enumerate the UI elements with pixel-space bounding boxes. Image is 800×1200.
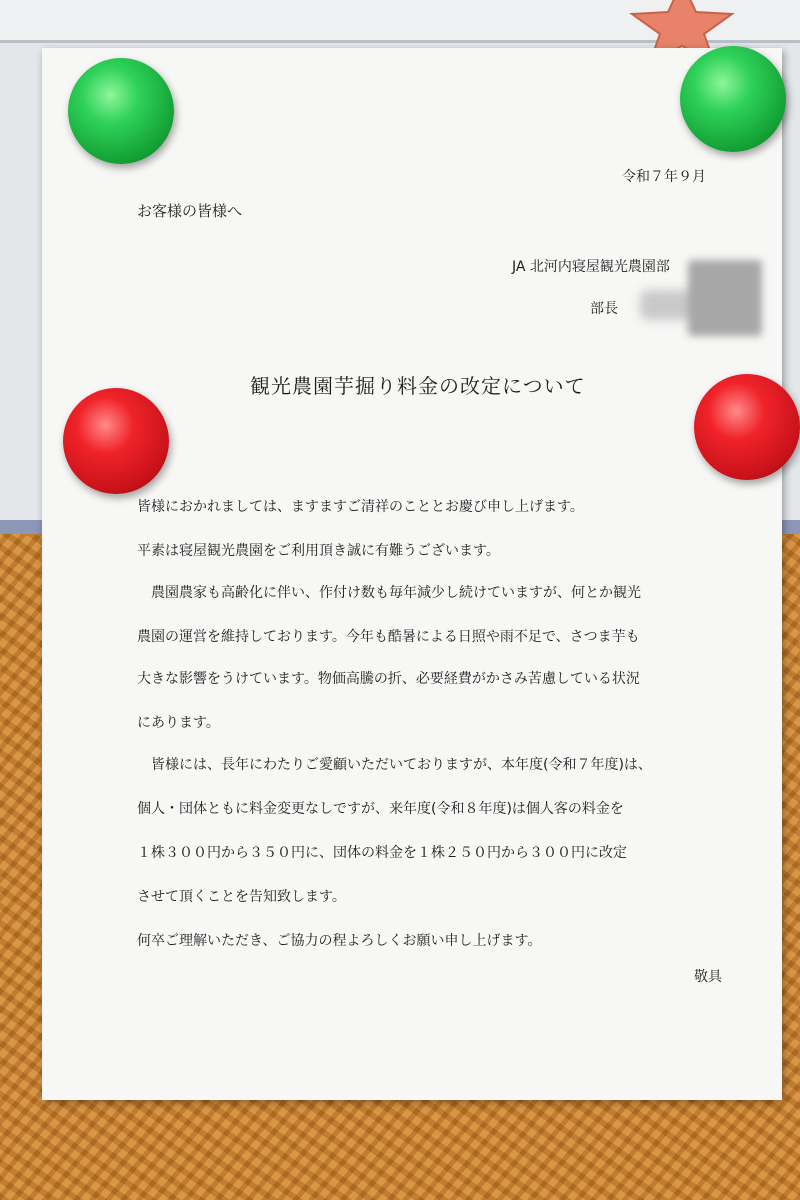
green-magnet: [68, 58, 174, 164]
body-line: 皆様には、長年にわたりご愛顧いただいておりますが、本年度(令和７年度)は、: [137, 757, 652, 773]
red-magnet: [694, 374, 800, 480]
notice-title: 観光農園芋掘り料金の改定について: [250, 374, 586, 398]
notice-closing: 敬具: [694, 969, 722, 985]
body-line: 個人・団体ともに料金変更なしですが、来年度(令和８年度)は個人客の料金を: [137, 801, 624, 817]
body-line: 平素は寝屋観光農園をご利用頂き誠に有難うございます。: [137, 543, 500, 559]
body-line: 大きな影響をうけています。物価高騰の折、必要経費がかさみ苦慮している状況: [137, 671, 640, 687]
red-magnet: [63, 388, 169, 494]
notice-paper: [42, 48, 782, 1100]
body-line: 農園の運営を維持しております。今年も酷暑による日照や雨不足で、さつま芋も: [137, 629, 640, 645]
green-magnet: [680, 46, 786, 152]
body-line: 農園農家も高齢化に伴い、作付け数も毎年減少し続けていますが、何とか観光: [137, 585, 641, 601]
notice-date: 令和７年９月: [622, 169, 706, 185]
notice-organization: JA 北河内寝屋観光農園部: [512, 259, 670, 275]
body-line: にあります。: [137, 715, 220, 731]
body-line: １株３００円から３５０円に、団体の料金を１株２５０円から３００円に改定: [137, 845, 627, 861]
body-line: させて頂くことを告知致します。: [137, 889, 346, 905]
redacted-stamp: [688, 260, 762, 336]
body-line: 皆様におかれましては、ますますご清祥のこととお慶び申し上げます。: [137, 499, 584, 515]
notice-role: 部長: [590, 301, 618, 317]
body-line: 何卒ご理解いただき、ご協力の程よろしくお願い申し上げます。: [137, 933, 542, 949]
notice-greeting: お客様の皆様へ: [137, 202, 243, 220]
